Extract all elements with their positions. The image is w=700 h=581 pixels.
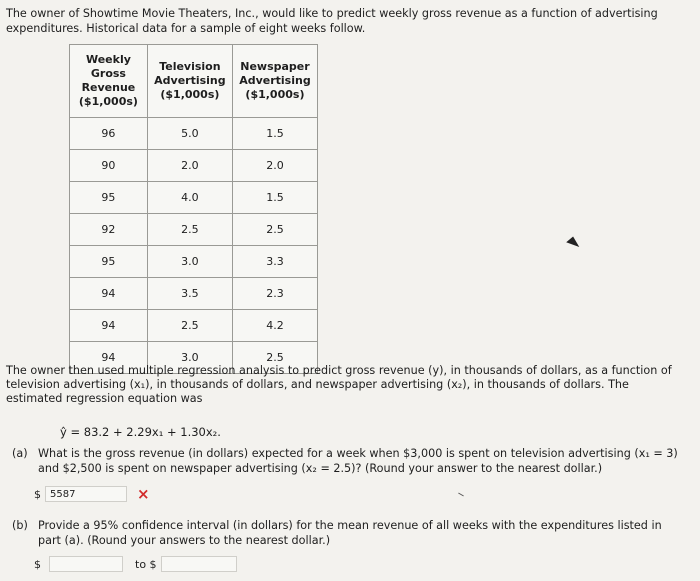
header-newspaper-advertising — [232, 45, 317, 118]
part-a-answer-input[interactable]: 5587 — [45, 486, 127, 502]
header-line: Advertising — [154, 74, 226, 87]
table-row — [70, 310, 318, 342]
cell-revenue: 94 — [70, 310, 148, 342]
data-table — [69, 44, 318, 374]
currency-symbol: $ — [34, 487, 41, 501]
cell-tv: 3.0 — [147, 246, 232, 278]
header-line: ($1,000s) — [160, 88, 220, 101]
cell-revenue: 95 — [70, 182, 148, 214]
table-header-row — [70, 45, 318, 118]
cell-newspaper: 1.5 — [232, 118, 317, 150]
problem-intro: The owner of Showtime Movie Theaters, Inc., would like to predict weekly gross revenue as a function of advertising expenditures. Historical data for a sample of eight weeks follow. — [6, 7, 658, 35]
table-row — [70, 150, 318, 182]
cell-revenue: 92 — [70, 214, 148, 246]
header-television-advertising — [147, 45, 232, 118]
table-row — [70, 214, 318, 246]
header-line: ($1,000s) — [245, 88, 305, 101]
question-part-a — [12, 446, 687, 476]
to-label: to $ — [135, 557, 157, 571]
cell-newspaper: 2.0 — [232, 150, 317, 182]
table-row — [70, 118, 318, 150]
cell-tv: 4.0 — [147, 182, 232, 214]
currency-symbol: $ — [34, 557, 41, 571]
cell-revenue: 95 — [70, 246, 148, 278]
cell-tv: 5.0 — [147, 118, 232, 150]
header-line: Newspaper — [240, 60, 310, 73]
cell-tv: 3.0 — [147, 342, 232, 374]
header-line: Revenue — [81, 81, 136, 94]
part-b-answer-row — [34, 556, 237, 572]
incorrect-x-icon: × — [137, 485, 150, 503]
cell-newspaper: 2.3 — [232, 278, 317, 310]
part-b-upper-input[interactable] — [161, 556, 237, 572]
cell-revenue: 90 — [70, 150, 148, 182]
cell-tv: 2.5 — [147, 214, 232, 246]
regression-equation: ŷ = 83.2 + 2.29x₁ + 1.30x₂. — [60, 425, 221, 439]
part-b-text: Provide a 95% confidence interval (in dollars) for the mean revenue of all weeks with the expenditures listed in part (a). (Round your answers to the nearest dollar.) — [38, 519, 662, 547]
header-line: Weekly — [85, 53, 131, 66]
part-a-answer-row — [34, 485, 150, 503]
table-row — [70, 278, 318, 310]
cell-tv: 3.5 — [147, 278, 232, 310]
header-line: ($1,000s) — [78, 95, 138, 108]
cell-newspaper: 2.5 — [232, 214, 317, 246]
cell-revenue: 96 — [70, 118, 148, 150]
cell-revenue: 94 — [70, 278, 148, 310]
mouse-cursor-icon — [566, 237, 581, 252]
header-line: Gross — [90, 67, 126, 80]
question-part-b — [12, 518, 687, 548]
part-b-label: (b) — [12, 519, 28, 532]
part-a-text: What is the gross revenue (in dollars) expected for a week when $3,000 is spent on television advertising (x₁ = 3) and $2,500 is spent on newspaper advertising (x₂ = 2.5)? (Round your answer to the nearest dollar.) — [38, 447, 678, 475]
header-weekly-gross-revenue — [70, 45, 148, 118]
cell-revenue: 94 — [70, 342, 148, 374]
header-line: Advertising — [239, 74, 311, 87]
cell-newspaper: 2.5 — [232, 342, 317, 374]
cell-newspaper: 4.2 — [232, 310, 317, 342]
cell-tv: 2.5 — [147, 310, 232, 342]
stray-mark — [458, 493, 464, 497]
part-b-lower-input[interactable] — [49, 556, 123, 572]
table-row — [70, 182, 318, 214]
regression-description: The owner then used multiple regression analysis to predict gross revenue (y), in thousands of dollars, as a function of television advertising (x₁), in thousands of dollars, and newspaper advertising (x₂), in thousands of dollars. The estimated regression equation was — [6, 364, 672, 405]
cell-tv: 2.0 — [147, 150, 232, 182]
header-line: Television — [159, 60, 221, 73]
cell-newspaper: 1.5 — [232, 182, 317, 214]
table-row — [70, 246, 318, 278]
part-a-label: (a) — [12, 447, 28, 460]
cell-newspaper: 3.3 — [232, 246, 317, 278]
